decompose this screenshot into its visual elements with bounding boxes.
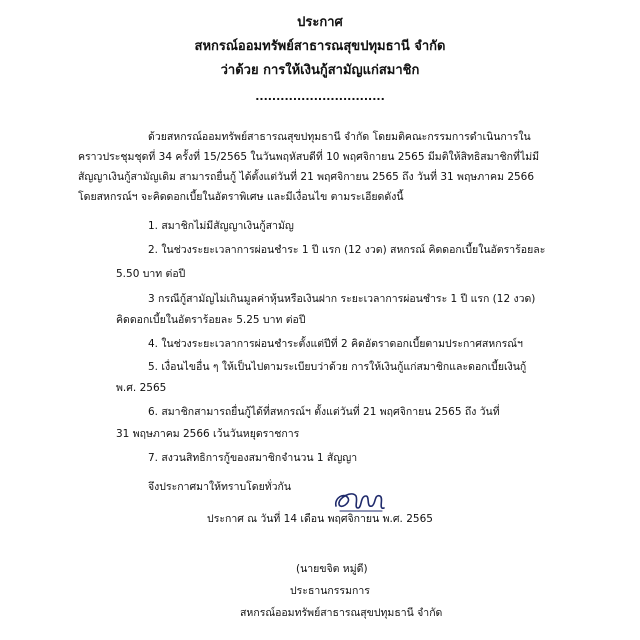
signer-organization: สหกรณ์ออมทรัพย์สาธารณสุขปทุมธานี จำกัด bbox=[240, 607, 443, 619]
intro-line-2: คราวประชุมชุดที่ 34 ครั้งที่ 15/2565 ในวันพฤหัสบดีที่ 10 พฤศจิกายน 2565 มีมติให้สิทธิสมาชิกที่ไม่มี bbox=[78, 151, 540, 163]
condition-6: 6. สมาชิกสามารถยื่นกู้ได้ที่สหกรณ์ฯ ตั้งแต่วันที่ 21 พฤศจิกายน 2565 ถึง วันที่ bbox=[148, 406, 500, 418]
intro-line-3: สัญญาเงินกู้สามัญเดิม สามารถยื่นกู้ ได้ตั้งแต่วันที่ 21 พฤศจิกายน 2565 ถึง วันที่ 31 พฤษภาคม 2566 bbox=[78, 171, 535, 183]
handwritten-signature-icon bbox=[330, 484, 390, 518]
intro-line-1: ด้วยสหกรณ์ออมทรัพย์สาธารณสุขปทุมธานี จำกัด โดยมติคณะกรรมการดำเนินการใน bbox=[148, 131, 531, 143]
heading-divider: ............................... bbox=[255, 90, 385, 103]
condition-2: 2. ในช่วงระยะเวลาการผ่อนชำระ 1 ปี แรก (12 งวด) สหกรณ์ คิดดอกเบี้ยในอัตราร้อยละ bbox=[148, 244, 546, 256]
condition-3: 3 กรณีกู้สามัญไม่เกินมูลค่าหุ้นหรือเงินฝาก ระยะเวลาการผ่อนชำระ 1 ปี แรก (12 งวด) bbox=[148, 293, 536, 305]
condition-1: 1. สมาชิกไม่มีสัญญาเงินกู้สามัญ bbox=[148, 220, 294, 232]
condition-5: 5. เงื่อนไขอื่น ๆ ให้เป็นไปตามระเบียบว่าด้วย การให้เงินกู้แก่สมาชิกและดอกเบี้ยเงินกู้ bbox=[148, 361, 527, 373]
condition-2-continued: 5.50 บาท ต่อปี bbox=[116, 268, 186, 280]
subject-heading: ว่าด้วย การให้เงินกู้สามัญแก่สมาชิก bbox=[220, 63, 420, 78]
intro-line-4: โดยสหกรณ์ฯ จะคิดดอกเบี้ยในอัตราพิเศษ และมีเงื่อนไข ตามระเอียดดังนี้ bbox=[78, 191, 404, 203]
condition-3-continued: คิดดอกเบี้ยในอัตราร้อยละ 5.25 บาท ต่อปี bbox=[116, 314, 306, 326]
condition-6-continued: 31 พฤษภาคม 2566 เว้นวันหยุดราชการ bbox=[116, 428, 300, 440]
doc-type-heading: ประกาศ bbox=[297, 15, 343, 30]
condition-7: 7. สงวนสิทธิการกู้ของสมาชิกจำนวน 1 สัญญา bbox=[148, 452, 358, 464]
announcement-date: ประกาศ ณ วันที่ 14 เดือน พฤศจิกายน พ.ศ. 2565 bbox=[207, 513, 433, 525]
condition-5-continued: พ.ศ. 2565 bbox=[116, 382, 167, 394]
signer-position: ประธานกรรมการ bbox=[290, 585, 370, 597]
condition-4: 4. ในช่วงระยะเวลาการผ่อนชำระตั้งแต่ปีที่ 2 คิดอัตราดอกเบี้ยตามประกาศสหกรณ์ฯ bbox=[148, 338, 523, 350]
closing-statement: จึงประกาศมาให้ทราบโดยทั่วกัน bbox=[148, 481, 292, 493]
signer-name: (นายขจิต หมู่ดี) bbox=[296, 563, 368, 575]
organization-heading: สหกรณ์ออมทรัพย์สาธารณสุขปทุมธานี จำกัด bbox=[194, 39, 446, 54]
